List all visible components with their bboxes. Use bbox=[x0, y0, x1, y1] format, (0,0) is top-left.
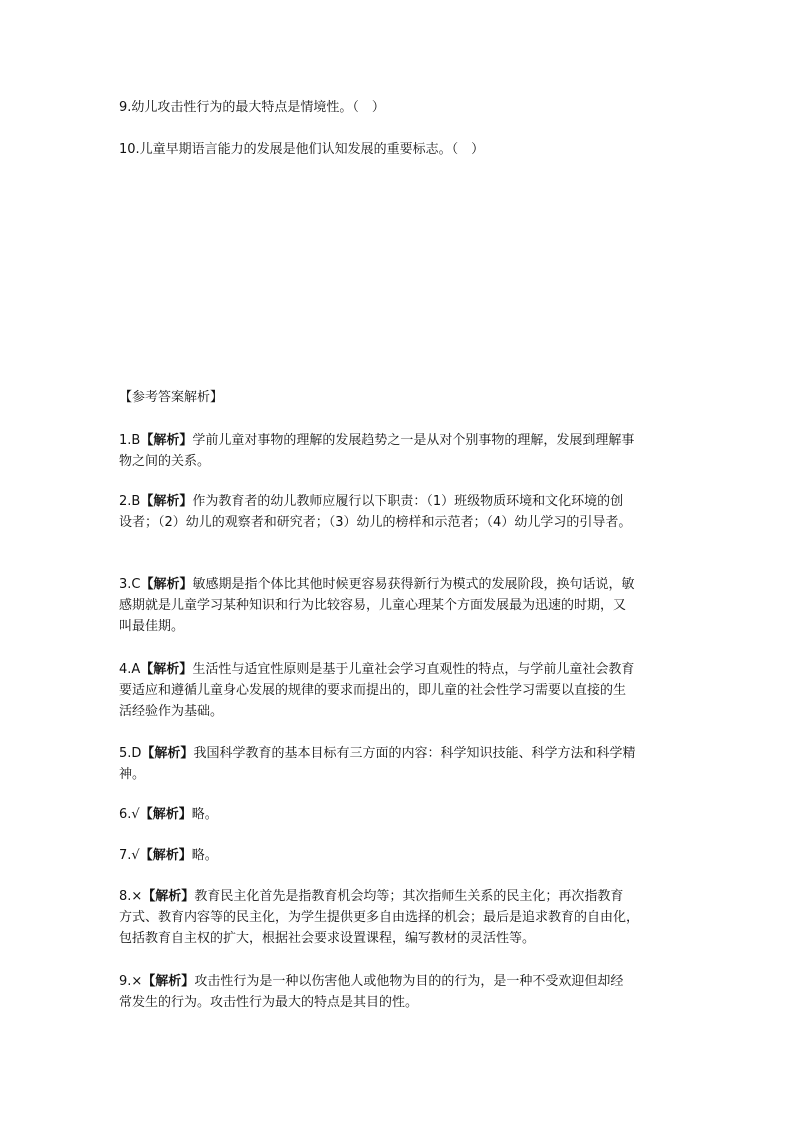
answer-8 bbox=[119, 886, 679, 949]
answer-text: 常发生的行为。攻击性行为最大的特点是其目的性。 bbox=[119, 995, 419, 1010]
answer-1 bbox=[119, 430, 679, 472]
answer-text: 方式、教育内容等的民主化，为学生提供更多自由选择的机会；最后是追求教育的自由化， bbox=[119, 910, 640, 925]
analysis-tag: 【解析】 bbox=[142, 974, 195, 989]
answer-prefix: 8.× bbox=[119, 889, 143, 904]
answer-9 bbox=[119, 971, 679, 1013]
analysis-tag: 【解析】 bbox=[140, 494, 193, 509]
answer-text: 活经验作为基础。 bbox=[119, 704, 224, 719]
answer-text: 包括教育自主权的扩大，根据社会要求设置课程，编写教材的灵活性等。 bbox=[119, 931, 536, 946]
answer-text: 教育民主化首先是指教育机会均等；其次指师生关系的民主化；再次指教育 bbox=[194, 889, 624, 904]
answer-text: 神。 bbox=[119, 767, 146, 782]
analysis-tag: 【解析】 bbox=[141, 746, 194, 761]
answer-4 bbox=[119, 659, 679, 722]
answer-prefix: 3.C bbox=[119, 577, 141, 592]
answer-3 bbox=[119, 574, 679, 637]
answer-text: 略。 bbox=[191, 807, 218, 822]
answer-prefix: 6.√ bbox=[119, 807, 140, 822]
answer-text: 设者；（2）幼儿的观察者和研究者；（3）幼儿的榜样和示范者；（4）幼儿学习的引导者。 bbox=[119, 515, 632, 530]
answer-7 bbox=[119, 845, 679, 866]
answer-text: 攻击性行为是一种以伤害他人或他物为目的的行为，是一种不受欢迎但却经 bbox=[194, 974, 624, 989]
answer-text: 感期就是儿童学习某种知识和行为比较容易，儿童心理某个方面发展最为迅速的时期，又 bbox=[119, 598, 627, 613]
answer-text: 我国科学教育的基本目标有三方面的内容：科学知识技能、科学方法和科学精 bbox=[193, 746, 636, 761]
answer-text: 物之间的关系。 bbox=[119, 454, 211, 469]
answer-text: 学前儿童对事物的理解的发展趋势之一是从对个别事物的理解，发展到理解事 bbox=[192, 433, 635, 448]
answer-text: 作为教育者的幼儿教师应履行以下职责：（1）班级物质环境和文化环境的创 bbox=[192, 494, 624, 509]
analysis-tag: 【解析】 bbox=[140, 433, 193, 448]
answer-prefix: 5.D bbox=[119, 746, 142, 761]
answer-6 bbox=[119, 804, 679, 825]
question-10: 10.儿童早期语言能力的发展是他们认知发展的重要标志。（ ） bbox=[119, 142, 485, 157]
analysis-tag: 【解析】 bbox=[139, 807, 192, 822]
answer-text: 略。 bbox=[191, 848, 218, 863]
analysis-tag: 【解析】 bbox=[142, 889, 195, 904]
answer-section-header: 【参考答案解析】 bbox=[119, 390, 224, 405]
answer-prefix: 9.× bbox=[119, 974, 143, 989]
answer-text: 敏感期是指个体比其他时候更容易获得新行为模式的发展阶段，换句话说，敏 bbox=[192, 577, 635, 592]
answer-prefix: 7.√ bbox=[119, 848, 140, 863]
answer-text: 生活性与适宜性原则是基于儿童社会学习直观性的特点，与学前儿童社会教育 bbox=[192, 662, 635, 677]
answer-prefix: 2.B bbox=[119, 494, 141, 509]
question-9: 9.幼儿攻击性行为的最大特点是情境性。（ ） bbox=[119, 100, 385, 115]
answer-5 bbox=[119, 743, 679, 785]
answer-2 bbox=[119, 491, 679, 533]
analysis-tag: 【解析】 bbox=[140, 662, 193, 677]
analysis-tag: 【解析】 bbox=[139, 848, 192, 863]
answer-prefix: 4.A bbox=[119, 662, 141, 677]
answer-prefix: 1.B bbox=[119, 433, 141, 448]
answer-text: 要适应和遵循儿童身心发展的规律的要求而提出的，即儿童的社会性学习需要以直接的生 bbox=[119, 683, 627, 698]
analysis-tag: 【解析】 bbox=[140, 577, 193, 592]
answer-text: 叫最佳期。 bbox=[119, 619, 185, 634]
